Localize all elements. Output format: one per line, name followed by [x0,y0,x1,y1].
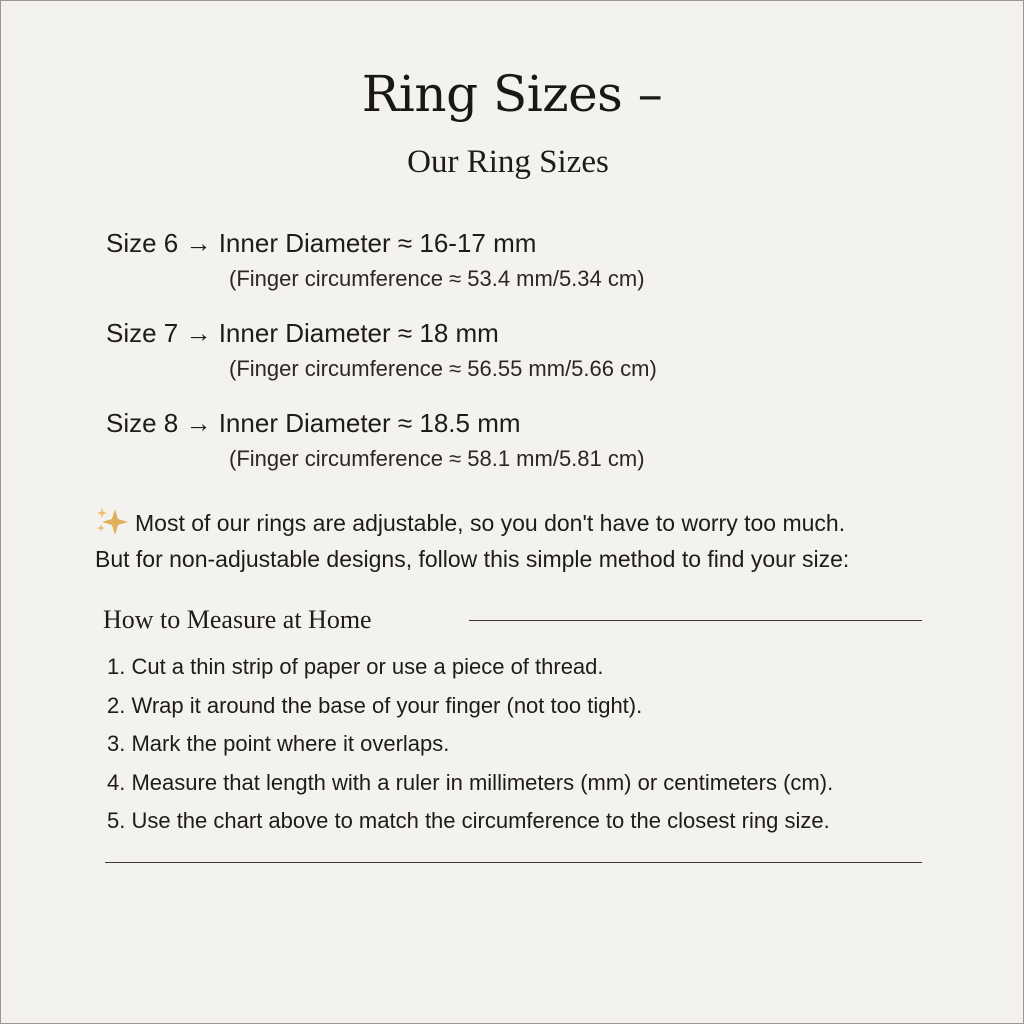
sparkles-icon [95,507,131,535]
size-7-circumference: (Finger circumference ≈ 56.55 mm/5.66 cm) [229,356,657,381]
size-8-circumference: (Finger circumference ≈ 58.1 mm/5.81 cm) [229,446,645,471]
heading-divider [469,620,922,621]
size-8-diameter: Size 8 → Inner Diameter ≈ 18.5 mm [106,408,521,438]
note-line-1: Most of our rings are adjustable, so you don't have to worry too much. [135,510,846,536]
list-item: 4. Measure that length with a ruler in millimeters (mm) or centimeters (cm). [107,769,834,795]
howto-heading: How to Measure at Home [103,605,372,634]
adjustable-note [95,505,975,577]
page-title: Ring Sizes – [361,65,663,123]
size-6-circumference: (Finger circumference ≈ 53.4 mm/5.34 cm) [229,266,645,291]
list-item: 3. Mark the point where it overlaps. [107,731,450,756]
list-item: 5. Use the chart above to match the circumference to the closest ring size. [107,808,830,833]
measurement-steps [107,648,833,841]
bottom-divider [105,862,922,863]
note-line-2: But for non-adjustable designs, follow this simple method to find your size: [95,546,850,572]
size-6-diameter: Size 6 → Inner Diameter ≈ 16-17 mm [106,228,537,258]
size-7-diameter: Size 7 → Inner Diameter ≈ 18 mm [106,318,499,348]
list-item: 2. Wrap it around the base of your finger (not too tight). [107,692,643,718]
list-item: 1. Cut a thin strip of paper or use a piece of thread. [107,654,604,679]
page-subtitle: Our Ring Sizes [407,144,609,180]
